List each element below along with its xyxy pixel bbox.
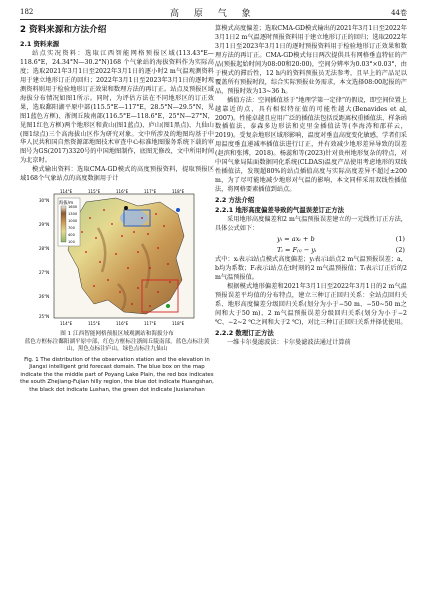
paragraph-kalman: 一维卡尔曼滤波法：卡尔曼滤波法通过计算前 xyxy=(227,338,351,346)
lon-label: 114°E xyxy=(60,321,73,327)
lat-labels xyxy=(39,198,49,319)
right-column xyxy=(215,25,407,348)
lon-label: 118°E xyxy=(172,321,185,327)
header-rule xyxy=(20,19,407,20)
lon-label: 115°E xyxy=(88,321,101,327)
legend-level: 1300 xyxy=(68,212,78,217)
lon-label: 117°E xyxy=(144,321,157,327)
legend-level: 1000 xyxy=(68,219,78,224)
journal-title: 高 原 气 象 xyxy=(170,9,257,19)
equation-2-body: Tᵢ = F₍ᵢ₎ − yᵢ xyxy=(277,246,317,255)
lat-label: 26°N xyxy=(39,294,50,300)
legend-level: 400 xyxy=(68,233,75,238)
legend-level: 700 xyxy=(68,226,75,231)
subsection-2-2-1-title: 2.2.1 地形高度偏差导致的气温误差订正方法 xyxy=(215,206,345,215)
paragraph-station-data: 站点实况资料：选取江西智能网格预报区域(113.43°E—118.6°E，24.34°N—30.2°N)168 个气象站的海拔资料作为实际高度；选取2021年3月1日至2022年3月1日的逐小时2 m气温观测资料用于建立地形订正的回归；2022年3月1日至2023年3月1日的逐时观测资料则用于检验地形订正效果和数理方法的再订正。站点及预报区域海拔分布情况如图1所示。同时，为评估方法在不同地形区的订正效果，选取鄱阳湖平原中部(115.5°E—117°E，28.5°N—29.5°N，见图1蓝色方框)、浙闽丘陵南部(116.5°E—118.6°E，25°N—27°N，见图1红色方框)两个地形区和黄山(图1蓝点)、庐山(图1黑点)、九仙山(图1绿点)三个高海拔山区作为研究对象。文中所涉及的地图均基于中华人民共和国自然资源部地图技术审查中心标准地图服务系统下载的审图号为GS(2017)3320号的中国地图制作，底图无修改，文中所用时间为北京时。 xyxy=(20,49,215,165)
lon-label: 115°E xyxy=(88,189,101,195)
lon-label: 117°E xyxy=(144,189,157,195)
lon-label: 118°E xyxy=(172,189,185,195)
paragraph-model-data: 模式输出资料：选取CMA-GD模式的高度预报资料，提取预报区域168个气象站点的高度数据用于计 xyxy=(20,166,214,183)
section-title: 2 资料来源和方法介绍 xyxy=(20,25,107,35)
equation-1-body: yᵢ = axᵢ + b xyxy=(277,235,315,244)
page-number: 182 xyxy=(20,8,34,16)
paragraph-linear-correction: 采用地形高度偏差和2 m气温预报误差建立的一元线性订正方法，具体公式如下： xyxy=(215,216,407,233)
lon-label: 116°E xyxy=(116,189,129,195)
paragraph-model-bias: 算模式高度偏差；选取CMA-GD模式输出的2021年3月1日至2022年3月1日2 m气温逐时预报资料用于建立地形订正的回归；选取2022年3月1日至2023年3月1日的逐时预报资料用于检验地形订正效果和数理方法的再订正。CMA-GD模式每日两次提供具有网格垂直特征的产品(预报起始时间为08:00和20:00)，空间分辨率为0.03°×0.03°，由于模式的滞后性，12 h内的资料预报员无法参考，且早上的产品足以覆盖所有预报时段，综合实际预报业务需求，本文选择08:00起报的产品，预报时效为13~36 h。 xyxy=(215,25,407,95)
legend-title: 海拔/m xyxy=(59,201,74,207)
left-column xyxy=(20,25,214,394)
subsection-2-2-title: 2.2 方法介绍 xyxy=(215,196,255,205)
equation-2-number: (2) xyxy=(395,246,405,255)
lat-label: 27°N xyxy=(39,270,50,276)
paragraph-interpolation: 插值方法：空间插值基于“地理学第一定律”的假设，即空间位置上越靠近的点，具有相似特征值的可能性越大(Benavides et al, 2007)。性能卓越且应用广泛的插值法包括反距离权重插值法、样条函数插值法、泰森多边形法和克里金插值法等(李海涛和邵祥云，2019)。受复杂地形区域形影响，温度对垂直高度变化敏感，学者们采用温度垂直递减率插值法进行订正，并有效减少地形差异导致的误差(赵滨和张博，2018)。杨蕊和等(2023)针对贵州地形复杂的特点，对中国气象局陆面数据同化系统(CLDAS)温度产品使用考虑地形的双线性插值法，发现超80%的站点插值高度与实际高度差异不超过±200 m，为了尽可能地减少地形对气温的影响，本文同样采用双线性插值法，将网格要素插值到站点。 xyxy=(215,96,407,194)
legend-level: 100 xyxy=(68,240,75,245)
figure-caption-cn: 图 1 江西智能网格预报区域观测站和海拔分布 蓝色方框标注鄱阳湖平原中部，红色方框标注浙闽丘陵南部，蓝色点标注黄山，黑色点标注庐山，绿色点标注九仙山 xyxy=(24,331,210,353)
equation-1-number: (1) xyxy=(395,235,405,244)
subsection-2-1-title: 2.1 资料来源 xyxy=(20,39,60,48)
legend-level: 1600 xyxy=(68,205,78,210)
subsection-2-2-2-title: 2.2.2 数理订正方法 xyxy=(215,328,274,337)
equation-1 xyxy=(215,234,407,245)
paragraph-variables: 式中：xᵢ表示i站点模式高度偏差；yᵢ表示i站点2 m气温预报误差；a，b均为系数；Fᵢ表示i站点在t时刻的2 m气温预报值；Tᵢ表示订正后的2 m气温预报值。 xyxy=(215,256,407,281)
lushan-dot xyxy=(124,206,128,210)
paragraph-regression-relations: 根据模式地形偏差和2021年3月1日至2022年3月1日的2 m气温预报误差平均值的分布特点，建立三种订正回归关系：全站点回归关系、地形高度偏差分级回归关系(划分为小于−50 m、−50~50 m之间和大于50 m)、2 m气温预报误差分级回归关系(划分为小于−2 ℃、−2~2 ℃之间和大于2 ℃)，对比三种订正回归关系并择优使用。 xyxy=(215,282,407,326)
lat-label: 30°N xyxy=(39,198,50,204)
lon-label: 116°E xyxy=(116,321,129,327)
lat-label: 25°N xyxy=(39,314,50,320)
legend-colorbar xyxy=(61,206,66,242)
page-header xyxy=(0,0,427,22)
lon-label: 114°E xyxy=(60,189,73,195)
huangshan-dot xyxy=(176,208,180,212)
lat-label: 29°N xyxy=(39,222,50,228)
equation-2 xyxy=(215,245,407,256)
figure-1-map xyxy=(38,188,198,328)
lat-label: 28°N xyxy=(39,246,50,252)
elevation-map-svg xyxy=(38,188,198,328)
volume-label: 44卷 xyxy=(391,9,407,17)
figure-caption-en: Fig. 1 The distribution of the observation station and the elevation in Jiangxi intelligent grid forecast domain. The blue box on the map indicate the the middle part of Poyang Lake Plain, the red box indicates the south Zhejiang-Fujian hilly region, the blue dot indicate Huangshan, the black dot indicate Lushan, the green dot indicate Jiuxianshan xyxy=(20,357,214,393)
jiuxianshan-dot xyxy=(166,304,170,308)
